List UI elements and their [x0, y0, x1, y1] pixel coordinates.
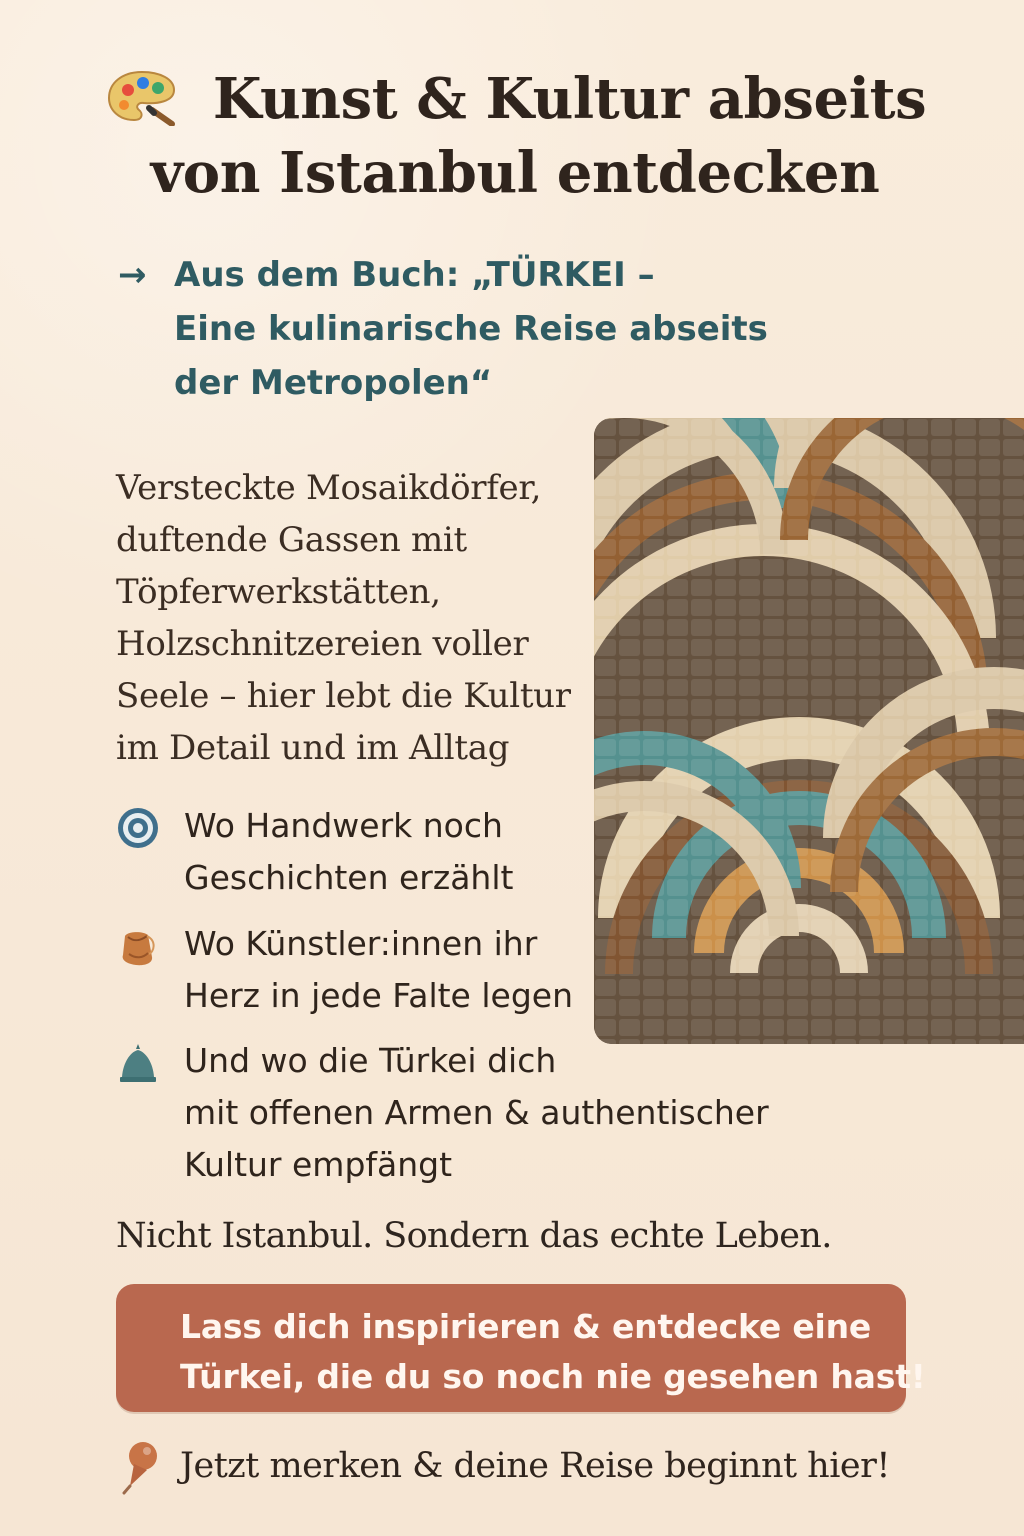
feature-craft-text	[184, 800, 804, 904]
intro-line-6: im Detail und im Alltag	[116, 728, 510, 768]
save-reminder-text: Jetzt merken & deine Reise beginnt hier!	[180, 1446, 890, 1486]
source-line-3: der Metropolen“	[174, 363, 493, 403]
intro-line-1: Versteckte Mosaikdörfer,	[116, 468, 542, 508]
feature-artists-line-2: Herz in jede Falte legen	[184, 976, 573, 1015]
feature-artists-line-1: Wo Künstler:innen ihr	[184, 924, 538, 963]
intro-line-2: duftende Gassen mit	[116, 520, 467, 560]
target-icon	[116, 806, 160, 850]
intro-text	[116, 462, 596, 774]
title-line-2: von Istanbul entdecken	[150, 140, 880, 206]
intro-line-3: Töpferwerkstätten,	[116, 572, 441, 612]
feature-welcome-line-2: mit offenen Armen & authentischer	[184, 1093, 769, 1132]
feature-craft-line-2: Geschichten erzählt	[184, 858, 514, 897]
title-text-1: Kunst & Kultur abseits	[212, 66, 927, 132]
title-line-1	[90, 62, 940, 136]
tagline: Nicht Istanbul. Sondern das echte Leben.	[116, 1216, 832, 1256]
fabric-bag-icon	[116, 924, 160, 968]
inspiration-banner	[116, 1284, 926, 1412]
source-line-1: Aus dem Buch: „TÜRKEI –	[174, 255, 655, 295]
cta-line-2: Türkei, die du so noch nie gesehen hast!	[180, 1357, 926, 1396]
feature-artists-text	[184, 918, 804, 1022]
feature-craft-line-1: Wo Handwerk noch	[184, 806, 503, 845]
source-line-2: Eine kulinarische Reise abseits	[174, 309, 768, 349]
page-title	[90, 62, 940, 210]
arrow-right-icon: →	[118, 255, 147, 295]
intro-line-5: Seele – hier lebt die Kultur	[116, 676, 571, 716]
source-text	[174, 248, 814, 410]
feature-welcome-text	[184, 1035, 804, 1191]
palette-icon	[104, 68, 180, 126]
book-source	[118, 248, 808, 403]
cta-line-1: Lass dich inspirieren & entdecke eine	[180, 1307, 872, 1346]
intro-line-4: Holzschnitzereien voller	[116, 624, 529, 664]
feature-welcome-line-3: Kultur empfängt	[184, 1145, 453, 1184]
pushpin-icon	[116, 1439, 166, 1495]
feature-welcome-line-1: Und wo die Türkei dich	[184, 1041, 557, 1080]
save-reminder	[116, 1437, 916, 1497]
dome-icon	[116, 1041, 160, 1085]
